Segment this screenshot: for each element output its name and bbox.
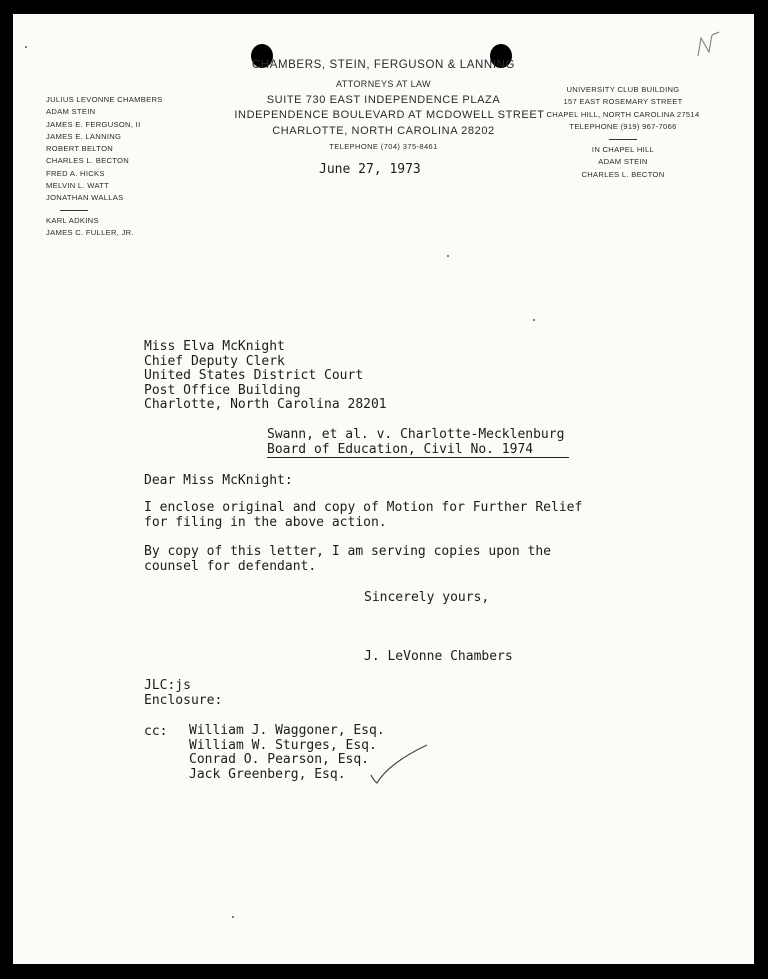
branch-attorney: ADAM STEIN xyxy=(598,157,648,167)
cc-recipient: Conrad O. Pearson, Esq. xyxy=(189,752,370,767)
recipient-address xyxy=(144,340,387,413)
paragraph-line: counsel for defendant. xyxy=(144,558,317,574)
partner-name: JONATHAN WALLAS xyxy=(46,193,124,203)
recipient-line: United States District Court xyxy=(144,368,364,383)
partner-list xyxy=(46,94,163,239)
cc-label: cc: xyxy=(144,724,168,739)
address-line: ATTORNEYS AT LAW xyxy=(336,79,431,89)
initials-block xyxy=(144,679,222,708)
firm-telephone: TELEPHONE (704) 375-8461 xyxy=(329,142,438,151)
partner-name: JULIUS LEVONNE CHAMBERS xyxy=(46,95,163,104)
branch-telephone: TELEPHONE (919) 967-7066 xyxy=(569,121,677,131)
partner-name: MELVIN L. WATT xyxy=(46,181,110,191)
paper-speck xyxy=(232,916,234,918)
branch-address-line: CHAPEL HILL, NORTH CAROLINA 27514 xyxy=(546,109,700,119)
cc-recipient: Jack Greenberg, Esq. xyxy=(189,766,346,782)
signature-name: J. LeVonne Chambers xyxy=(364,649,513,664)
partner-name: CHARLES L. BECTON xyxy=(46,156,130,166)
address-line: SUITE 730 EAST INDEPENDENCE PLAZA xyxy=(266,93,501,106)
paragraph-line: I enclose original and copy of Motion for Further Relief xyxy=(144,500,583,515)
branch-address-line: UNIVERSITY CLUB BUILDING xyxy=(566,85,680,94)
partner-name: FRED A. HICKS xyxy=(46,168,105,178)
branch-office-block xyxy=(523,84,723,181)
letter-page xyxy=(13,14,754,964)
paper-speck xyxy=(447,255,449,257)
paragraph-line: By copy of this letter, I am serving copies upon the xyxy=(144,544,551,559)
reference-line-1: Swann, et al. v. Charlotte-Mecklenburg xyxy=(267,427,565,442)
address-line: CHARLOTTE, NORTH CAROLINA 28202 xyxy=(272,124,495,137)
recipient-line: Post Office Building xyxy=(144,382,301,398)
recipient-line: Chief Deputy Clerk xyxy=(144,353,285,369)
associate-name: JAMES C. FULLER, JR. xyxy=(46,227,134,237)
associate-name: KARL ADKINS xyxy=(46,215,99,225)
recipient-line: Charlotte, North Carolina 28201 xyxy=(144,397,387,412)
enclosure-note: Enclosure: xyxy=(144,692,223,708)
letter-date: June 27, 1973 xyxy=(319,162,421,177)
reference-line-2: Board of Education, Civil No. 1974 xyxy=(267,442,569,458)
address-line: INDEPENDENCE BOULEVARD AT MCDOWELL STREET xyxy=(234,109,545,121)
cc-recipient: William J. Waggoner, Esq. xyxy=(189,723,385,738)
handwritten-initial-mark xyxy=(695,30,725,60)
typist-initials: JLC:js xyxy=(144,678,191,693)
salutation: Dear Miss McKnight: xyxy=(144,473,293,488)
firm-name: CHAMBERS, STEIN, FERGUSON & LANNING xyxy=(251,59,516,71)
paper-speck xyxy=(25,46,27,48)
branch-heading: IN CHAPEL HILL xyxy=(591,145,655,155)
branch-attorney: CHARLES L. BECTON xyxy=(581,169,665,179)
cc-list xyxy=(189,724,385,782)
handwritten-checkmark-icon xyxy=(369,743,431,785)
paper-speck xyxy=(533,319,535,321)
paragraph-1 xyxy=(144,501,582,530)
branch-address-line: 157 EAST ROSEMARY STREET xyxy=(563,97,683,107)
paragraph-2 xyxy=(144,545,551,574)
partner-name: ROBERT BELTON xyxy=(46,144,114,154)
closing: Sincerely yours, xyxy=(364,590,490,605)
divider xyxy=(609,139,637,140)
reference-line xyxy=(267,428,569,457)
cc-recipient: William W. Sturges, Esq. xyxy=(189,737,377,753)
paragraph-line: for filing in the above action. xyxy=(144,514,387,530)
recipient-line: Miss Elva McKnight xyxy=(144,339,285,354)
divider xyxy=(60,210,88,211)
partner-name: JAMES E. FERGUSON, II xyxy=(46,119,141,129)
partner-name: JAMES E. LANNING xyxy=(46,131,122,141)
partner-name: ADAM STEIN xyxy=(46,107,96,117)
